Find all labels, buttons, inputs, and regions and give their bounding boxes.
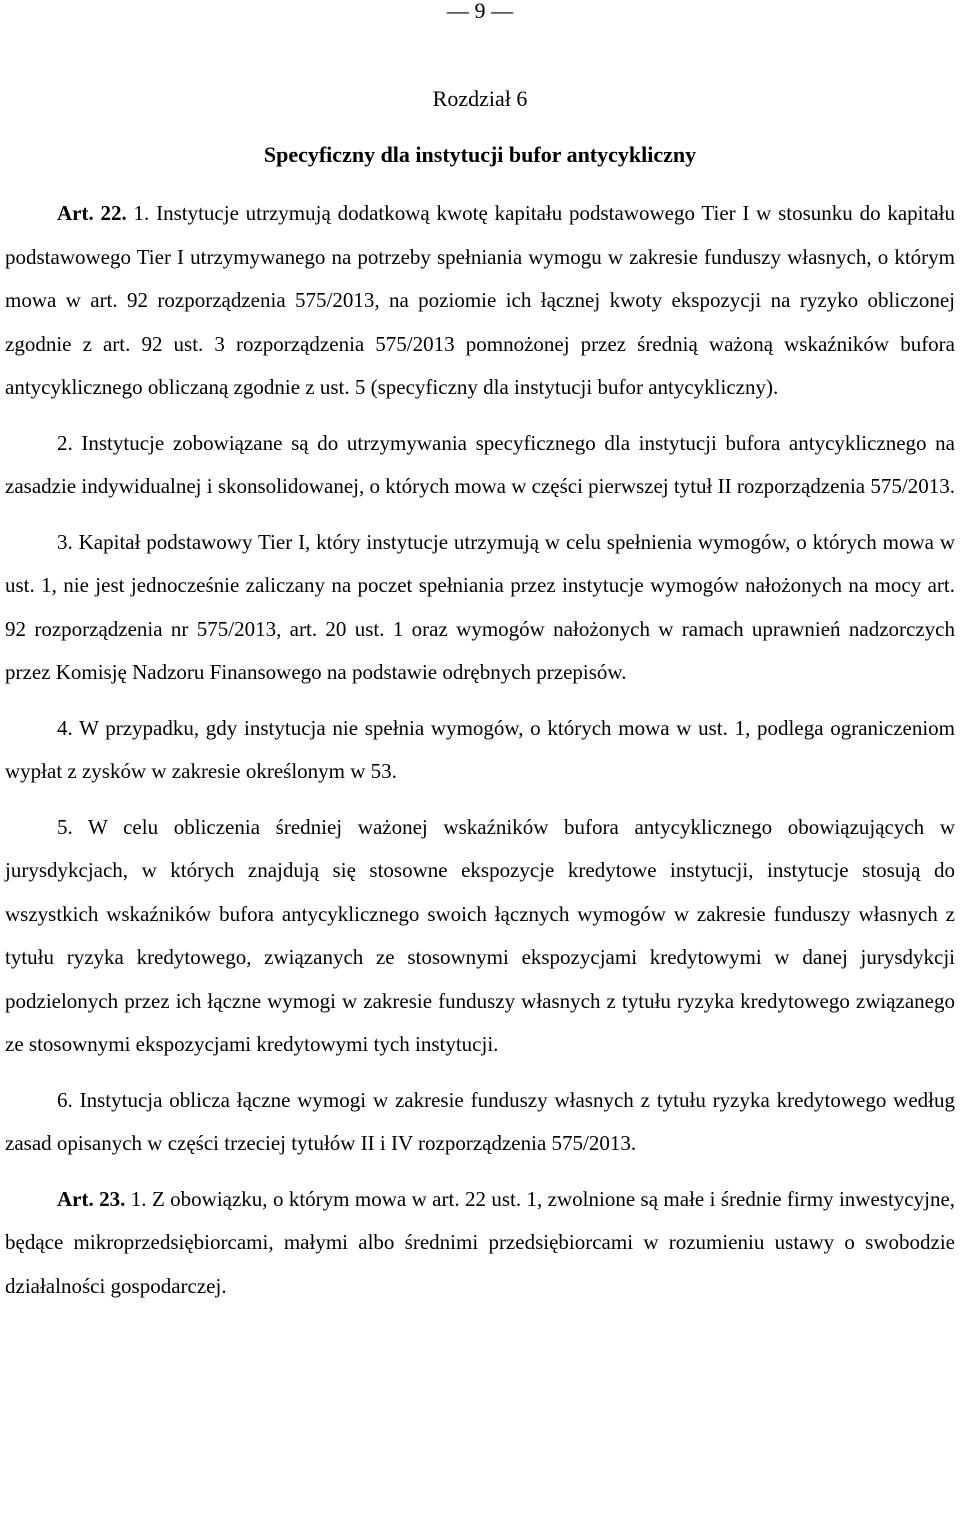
paragraph-text: 6. Instytucja oblicza łączne wymogi w zakresie funduszy własnych z tytułu ryzyka kredytowego według zasad opisanych w części trzeciej tytułów II i IV rozporządzenia 575/2013. [5,1087,955,1155]
document-body [5,192,955,1308]
paragraph-text: 3. Kapitał podstawowy Tier I, który instytucje utrzymują w celu spełnienia wymogów, o których mowa w ust. 1, nie jest jednocześnie zaliczany na poczet spełniania przez instytucje wymogów nałożonych na mocy art. 92 rozporządzenia nr 575/2013, art. 20 ust. 1 oraz wymogów nałożonych w ramach uprawnień nadzorczych przez Komisję Nadzoru Finansowego na podstawie odrębnych przepisów. [5,529,955,684]
article-22-paragraph-3 [5,521,955,695]
article-22-paragraph-1 [5,192,955,410]
article-22-paragraph-4 [5,707,955,794]
article-22-label: Art. 22. [57,201,127,225]
article-23-paragraph-1 [5,1178,955,1309]
article-22-paragraph-5 [5,806,955,1067]
article-22-paragraph-2 [5,422,955,509]
paragraph-text: 2. Instytucje zobowiązane są do utrzymywania specyficznego dla instytucji bufora antycyklicznego na zasadzie indywidualnej i skonsolidowanej, o których mowa w części pierwszej tytuł II rozporządzenia 575/2013. [5,430,955,498]
paragraph-text: 4. W przypadku, gdy instytucja nie spełnia wymogów, o których mowa w ust. 1, podlega ograniczeniom wypłat z zysków w zakresie określonym w 53. [5,715,955,783]
paragraph-text: 5. W celu obliczenia średniej ważonej wskaźników bufora antycyklicznego obowiązujących w jurysdykcjach, w których znajdują się stosowne ekspozycje kredytowe instytucji, instytucje stosują do wszystkich wskaźników bufora antycyklicznego swoich łącznych wymogów w zakresie funduszy własnych z tytułu ryzyka kredytowego, związanych ze stosownymi ekspozycjami kredytowymi w danej jurysdykcji podzielonych przez ich łączne wymogi w zakresie funduszy własnych z tytułu ryzyka kredytowego związanego ze stosownymi ekspozycjami kredytowymi tych instytucji. [5,814,955,1056]
chapter-title: Specyficzny dla instytucji bufor antycykliczny [263,142,697,167]
page-number: — 9 — [447,0,513,23]
article-22-paragraph-6 [5,1079,955,1166]
chapter-heading: Rozdział 6 [432,86,528,111]
paragraph-text: 1. Instytucje utrzymują dodatkową kwotę kapitału podstawowego Tier I w stosunku do kapitału podstawowego Tier I utrzymywanego na potrzeby spełniania wymogu w zakresie funduszy własnych, o którym mowa w art. 92 rozporządzenia 575/2013, na poziomie ich łącznej kwoty ekspozycji na ryzyko obliczonej zgodnie z art. 92 ust. 3 rozporządzenia 575/2013 pomnożonej przez średnią ważoną wskaźników bufora antycyklicznego obliczaną zgodnie z ust. 5 (specyficzny dla instytucji bufor antycykliczny). [5,201,955,399]
paragraph-text: 1. Z obowiązku, o którym mowa w art. 22 ust. 1, zwolnione są małe i średnie firmy inwestycyjne, będące mikroprzedsiębiorcami, małymi albo średnimi przedsiębiorcami w rozumieniu ustawy o swobodzie działalności gospodarczej. [5,1186,956,1298]
article-23-label: Art. 23. [57,1186,126,1211]
